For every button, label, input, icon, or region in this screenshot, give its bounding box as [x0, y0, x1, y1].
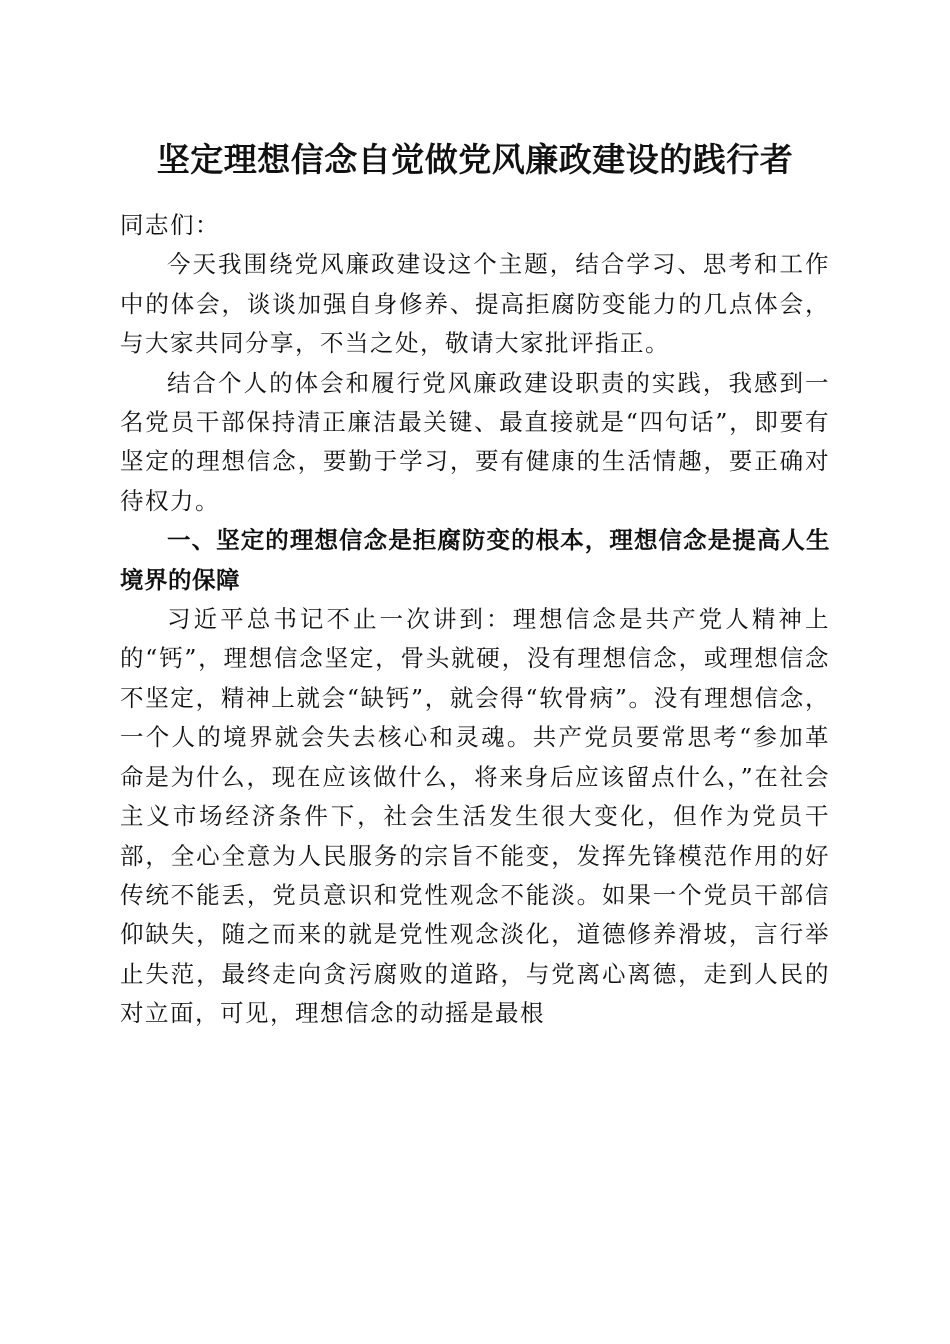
salutation: 同志们： [120, 211, 220, 239]
paragraph-intro: 今天我围绕党风廉政建设这个主题，结合学习、思考和工作中的体会，谈谈加强自身修养、提高拒腐防变能力的几点体会，与大家共同分享，不当之处，敬请大家批评指正。 [120, 250, 830, 358]
document-body [120, 206, 830, 1034]
section-heading-1: 一、坚定的理想信念是拒腐防变的根本，理想信念是提高人生境界的保障 [120, 526, 830, 594]
document-title: 坚定理想信念自觉做党风廉政建设的践行者 [156, 140, 794, 179]
paragraph-ideals-beliefs: 习近平总书记不止一次讲到：理想信念是共产党人精神上的“钙”，理想信念坚定，骨头就硬，没有理想信念，或理想信念不坚定，精神上就会“缺钙”，就会得“软骨病”。没有理想信念，一个人的境界就会失去核心和灵魂。共产党员要常思考“参加革命是为什么，现在应该做什么，将来身后应该留点什么，”在社会主义市场经济条件下，社会生活发生很大变化，但作为党员干部，全心全意为人民服务的宗旨不能变，发挥先锋模范作用的好传统不能丢，党员意识和党性观念不能淡。如果一个党员干部信仰缺失，随之而来的就是党性观念淡化，道德修养滑坡，言行举止失范，最终走向贪污腐败的道路，与党离心离德，走到人民的对立面，可见，理想信念的动摇是最根 [120, 605, 830, 1028]
paragraph-four-sentences: 结合个人的体会和履行党风廉政建设职责的实践，我感到一名党员干部保持清正廉洁最关键、最直接就是“四句话”，即要有坚定的理想信念，要勤于学习，要有健康的生活情趣，要正确对待权力。 [120, 368, 830, 515]
